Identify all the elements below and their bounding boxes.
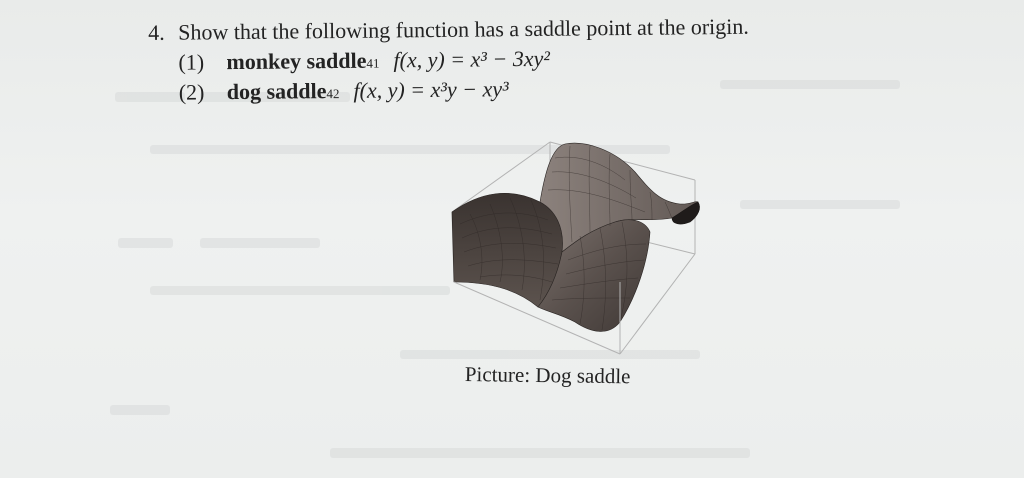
dog-saddle-surface-plot [440,132,710,362]
item-name: monkey saddle [226,47,367,75]
item-formula: f(x, y) = x³ − 3xy² [393,45,551,73]
item-name: dog saddle [226,78,327,105]
item-enum: (2) [178,79,205,105]
item-enum: (1) [178,49,205,75]
exercise-number: 4. [148,19,165,45]
item-formula: f(x, y) = x³y − xy³ [353,76,509,103]
figure-caption: Picture: Dog saddle [464,362,631,389]
exercise-statement: Show that the following function has a saddle point at the origin. [178,13,749,45]
dog-saddle-figure [440,132,710,362]
exercise-4 [148,10,909,108]
